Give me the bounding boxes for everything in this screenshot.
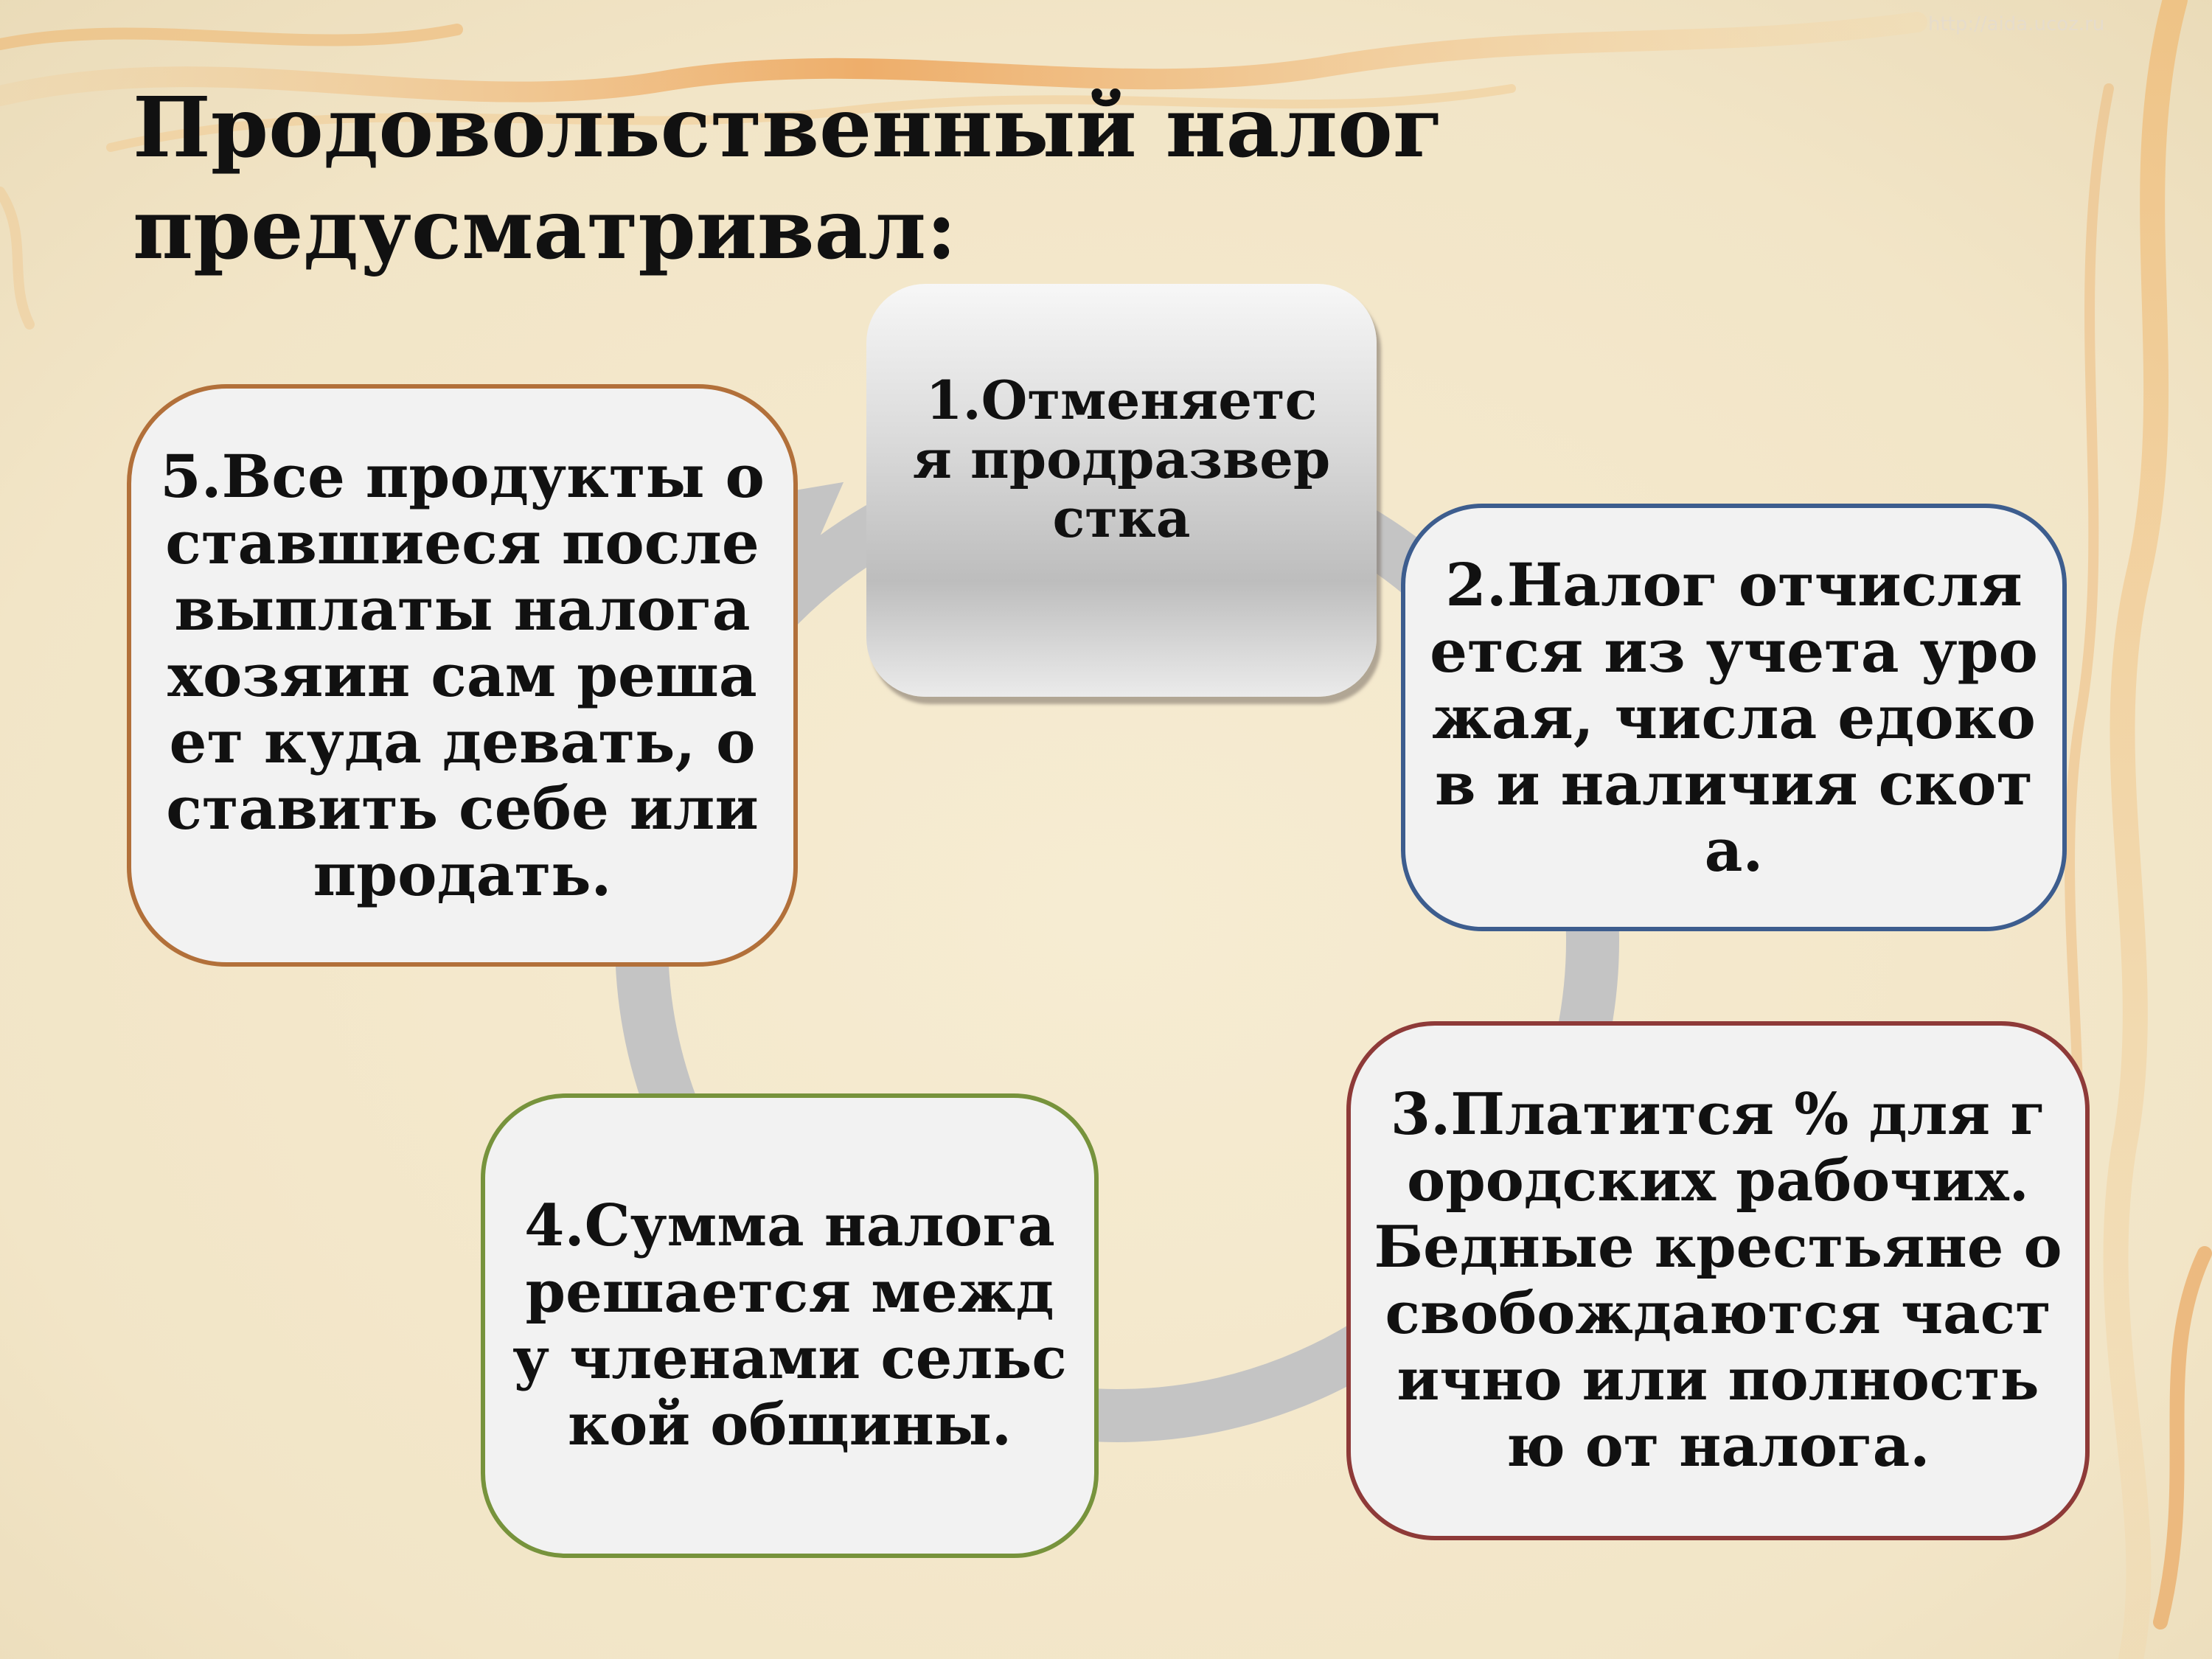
step-1-box: 1.Отменяется продразверстка	[866, 284, 1377, 697]
watermark-url: http://aida.ucoz.ru	[1928, 13, 2105, 35]
slide-title: Продовольственный налог предусматривал:	[133, 80, 1444, 278]
step-3-box: 3.Платится % для городских рабочих. Бедные крестьяне освобождаются частично или полностью от налога.	[1346, 1021, 2090, 1540]
step-2-box: 2.Налог отчисляется из учета урожая, числа едоков и наличия скота.	[1401, 504, 2067, 931]
step-5-box: 5.Все продукты оставшиеся после выплаты налога хозяин сам решает куда девать, оставить себе или продать.	[127, 384, 798, 967]
step-4-box: 4.Сумма налога решается между членами сельской общины.	[481, 1093, 1099, 1558]
